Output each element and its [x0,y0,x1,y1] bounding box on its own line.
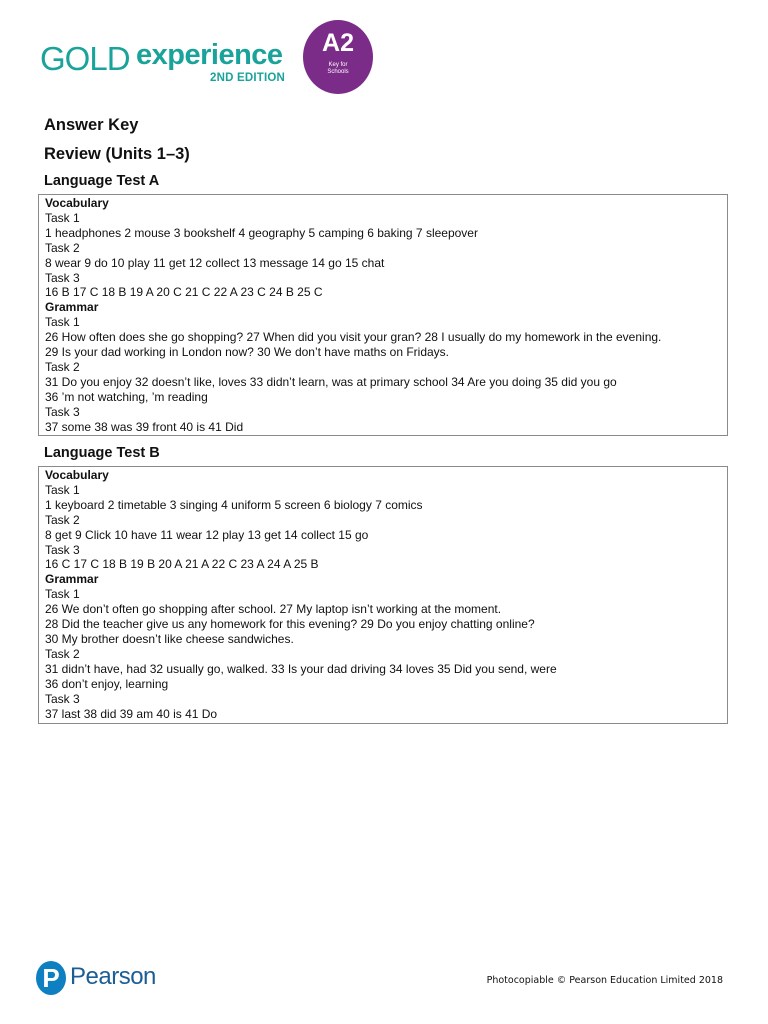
answer-line: Task 3 [45,404,80,419]
answer-line: 36 don’t enjoy, learning [45,676,169,691]
answer-line: 26 How often does she go shopping? 27 When did you visit your gran? 28 I usually do my homework in the evening. [45,330,662,345]
answer-line: Task 3 [45,270,80,285]
pearson-logo [36,961,156,997]
answer-line: 29 Is your dad working in London now? 30 We don’t have maths on Fridays. [45,345,450,360]
answer-line: 16 B 17 C 18 B 19 A 20 C 21 C 22 A 23 C 24 B 25 C [45,285,323,300]
pearson-logo-icon: P [36,961,66,995]
level-badge-sub-line-2: Schools [327,69,349,75]
answer-line: Task 3 [45,691,80,706]
copyright-notice: Photocopiable © Pearson Education Limited 2018 [486,975,723,986]
answer-line: 31 didn’t have, had 32 usually go, walked. 33 Is your dad driving 34 loves 35 Did you send, were [45,661,557,676]
answer-line: 37 some 38 was 39 front 40 is 41 Did [45,419,244,434]
answer-line: 37 last 38 did 39 am 40 is 41 Do [45,706,218,721]
answer-key-title: Answer Key [44,116,139,134]
section-heading: Vocabulary [45,196,109,210]
answer-line: 1 headphones 2 mouse 3 bookshelf 4 geography 5 camping 6 baking 7 sleepover [45,225,478,240]
answer-line: 28 Did the teacher give us any homework for this evening? 29 Do you enjoy chatting online? [45,617,535,632]
level-badge-label: A2 [322,29,354,57]
answer-line: 31 Do you enjoy 32 doesn’t like, loves 33 didn’t learn, was at primary school 34 Are you doing 35 did you go [45,374,617,389]
answer-line: 36 ’m not watching, ’m reading [45,389,208,404]
gold-experience-logo [40,20,380,100]
answer-line: 26 We don’t often go shopping after school. 27 My laptop isn’t working at the moment. [45,602,502,617]
answer-line: 8 get 9 Click 10 have 11 wear 12 play 13 get 14 collect 15 go [45,527,369,542]
review-title: Review (Units 1–3) [44,145,190,163]
answer-line: Task 3 [45,542,80,557]
logo-gold-text: GOLD [40,40,130,77]
answer-line: 16 C 17 C 18 B 19 B 20 A 21 A 22 C 23 A 24 A 25 B [45,557,319,572]
answer-line: Task 1 [45,210,80,225]
answer-line: 1 keyboard 2 timetable 3 singing 4 uniform 5 screen 6 biology 7 comics [45,497,423,512]
answer-line: Task 2 [45,240,80,255]
logo-experience-text: experience [136,39,283,71]
answer-line: 8 wear 9 do 10 play 11 get 12 collect 13 message 14 go 15 chat [45,255,385,270]
logo-edition-text: 2ND EDITION [210,72,286,84]
level-badge [303,20,373,94]
answer-line: Task 2 [45,512,80,527]
test-b-answers [38,466,728,724]
test-a-answers [38,194,728,436]
pearson-logo-text: Pearson [70,963,156,990]
answer-line: Task 2 [45,646,80,661]
section-heading: Grammar [45,300,99,315]
answer-line: Task 2 [45,359,80,374]
answer-line: Task 1 [45,315,80,330]
answer-line: 30 My brother doesn’t like cheese sandwiches. [45,631,294,646]
test-a-heading: Language Test A [44,173,160,189]
level-badge-subtitle [303,62,373,76]
answer-line: Task 1 [45,587,80,602]
section-heading: Grammar [45,572,99,587]
answer-line: Task 1 [45,482,80,497]
test-b-heading: Language Test B [44,445,160,461]
section-heading: Vocabulary [45,468,109,482]
level-badge-sub-line-1: Key for [328,62,348,68]
